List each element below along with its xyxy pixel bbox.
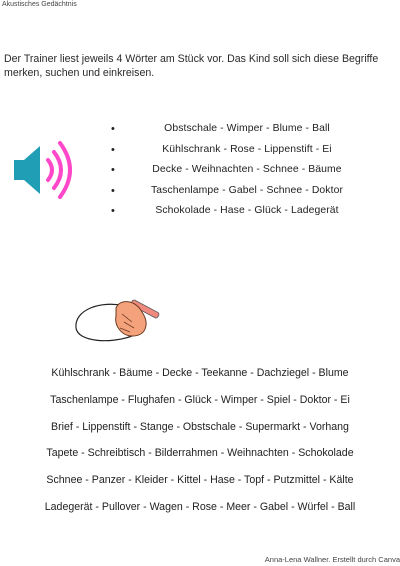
- instruction-text: Der Trainer liest jeweils 4 Wörter am Stück vor. Das Kind soll sich diese Begriffe merken, suchen und einkreisen.: [4, 53, 379, 79]
- bullet-icon: •: [111, 205, 115, 217]
- bullet-icon: •: [111, 164, 115, 176]
- word-pool-row: Ladegerät - Pullover - Wagen - Rose - Meer - Gabel - Würfel - Ball: [44, 500, 356, 513]
- word-pool-row: Tapete - Schreibtisch - Bilderrahmen - Weihnachten - Schokolade: [46, 447, 354, 460]
- bullet-icon: •: [111, 184, 115, 197]
- word-pool: [0, 366, 400, 527]
- list-item: • Schokolade - Hase - Glück - Ladegerät: [111, 205, 339, 217]
- list-item: • Taschenlampe - Gabel - Schnee - Doktor: [111, 184, 344, 197]
- bullet-icon: •: [111, 123, 115, 135]
- bullet-icon: •: [111, 143, 115, 156]
- list-item: • Obstschale - Wimper - Blume - Ball: [111, 123, 330, 135]
- speaker-sound-icon: [10, 138, 82, 202]
- word-set-list: [110, 121, 370, 224]
- worksheet-title: Akustisches Gedächtnis: [2, 1, 77, 8]
- footer-credit: Anna-Lena Wallner. Erstellt durch Canva: [264, 555, 400, 564]
- word-pool-row: Taschenlampe - Flughafen - Glück - Wimper - Spiel - Doktor - Ei: [50, 393, 350, 406]
- word-pool-row: Brief - Lippenstift - Stange - Obstschale - Supermarkt - Vorhang: [51, 420, 349, 433]
- word-pool-row: Schnee - Panzer - Kleider - Kittel - Hase - Topf - Putzmittel - Kälte: [46, 474, 354, 487]
- list-item: • Kühlschrank - Rose - Lippenstift - Ei: [111, 143, 332, 156]
- list-item: • Decke - Weihnachten - Schnee - Bäume: [111, 164, 342, 176]
- hand-drawing-icon: [70, 292, 162, 344]
- word-pool-row: Kühlschrank - Bäume - Decke - Teekanne - Dachziegel - Blume: [51, 367, 349, 379]
